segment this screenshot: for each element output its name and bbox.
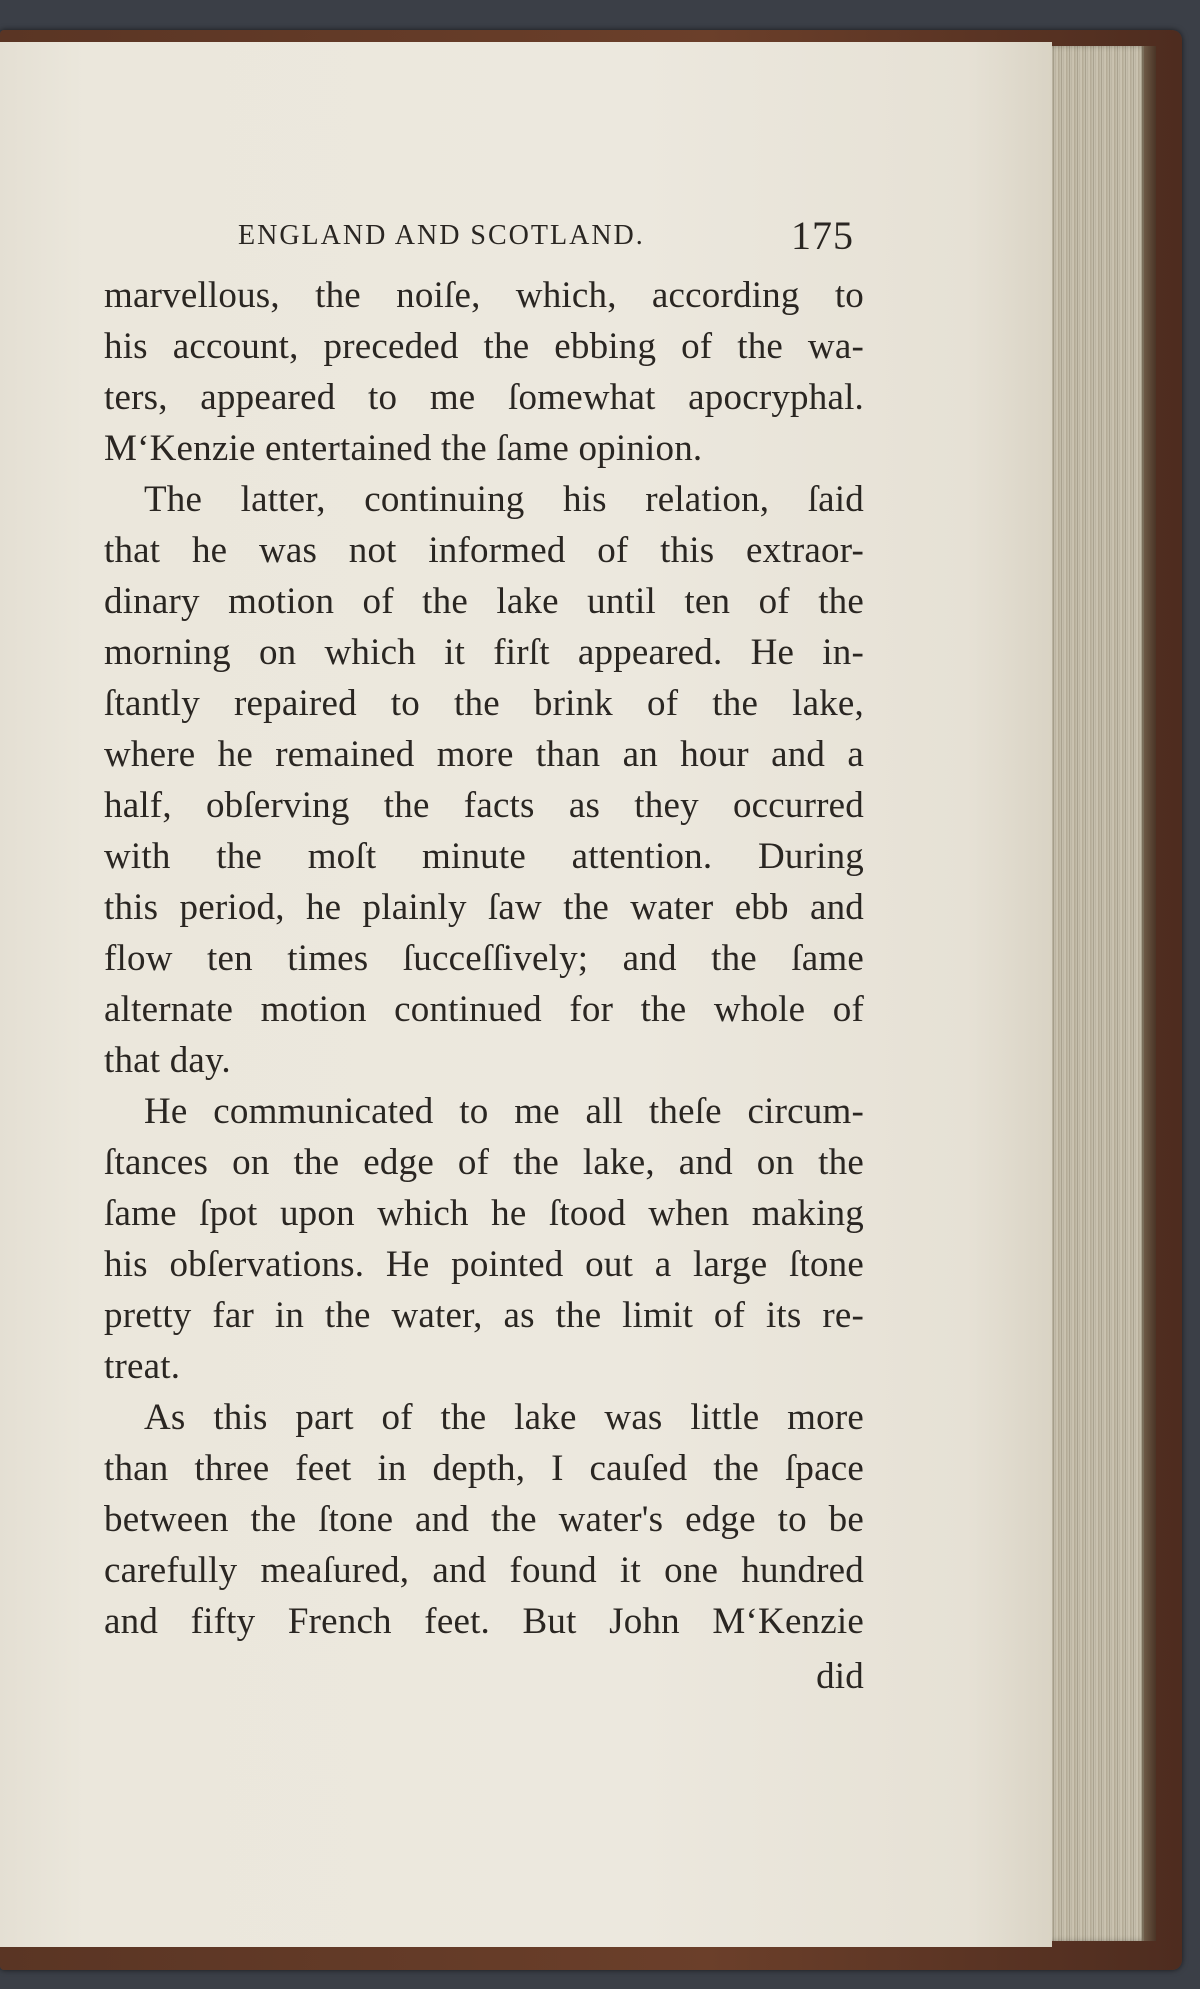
text-line: this period, he plainly ſaw the water ebb and	[104, 887, 864, 928]
running-head-title: ENGLAND AND SCOTLAND.	[238, 220, 645, 251]
text-line: treat.	[104, 1346, 181, 1387]
text-line: carefully meaſured, and found it one hundred	[104, 1550, 864, 1591]
text-line: ſtances on the edge of the lake, and on the	[104, 1142, 864, 1183]
paragraph	[104, 1086, 864, 1392]
text-line: with the moſt minute attention. During	[104, 836, 864, 877]
text-line: M‘Kenzie entertained the ſame opinion.	[104, 428, 703, 469]
text-line: that he was not informed of this extraor-	[104, 530, 864, 571]
text-line: half, obſerving the facts as they occurred	[104, 785, 864, 826]
text-line: and fifty French feet. But John M‘Kenzie	[104, 1601, 864, 1642]
paragraph	[104, 270, 864, 474]
paragraph	[104, 474, 864, 1086]
text-line: ſame ſpot upon which he ſtood when making	[104, 1193, 864, 1234]
text-line: that day.	[104, 1040, 231, 1081]
catchword: did	[816, 1656, 864, 1697]
text-line: alternate motion continued for the whole of	[104, 989, 864, 1030]
text-line: his obſervations. He pointed out a large ſtone	[104, 1244, 864, 1285]
text-line: As this part of the lake was little more	[144, 1397, 864, 1438]
page-number: 175	[791, 213, 854, 258]
text-line: ters, appeared to me ſomewhat apocryphal.	[104, 377, 864, 418]
text-line: He communicated to me all theſe circum-	[144, 1091, 864, 1132]
text-line: morning on which it firſt appeared. He in-	[104, 632, 864, 673]
page-edges	[1046, 46, 1144, 1941]
text-line: pretty far in the water, as the limit of its re-	[104, 1295, 864, 1336]
text-line: where he remained more than an hour and a	[104, 734, 864, 775]
text-line: dinary motion of the lake until ten of the	[104, 581, 864, 622]
text-line: his account, preceded the ebbing of the wa-	[104, 326, 864, 367]
text-line: The latter, continuing his relation, ſaid	[144, 479, 864, 520]
text-block	[104, 210, 864, 1702]
paragraph	[104, 1392, 864, 1647]
running-head	[104, 210, 864, 270]
text-line: than three feet in depth, I cauſed the ſpace	[104, 1448, 864, 1489]
text-line: between the ſtone and the water's edge to be	[104, 1499, 864, 1540]
text-line: marvellous, the noiſe, which, according to	[104, 275, 864, 316]
text-line: ſtantly repaired to the brink of the lake,	[104, 683, 864, 724]
text-line: flow ten times ſucceſſively; and the ſame	[104, 938, 864, 979]
